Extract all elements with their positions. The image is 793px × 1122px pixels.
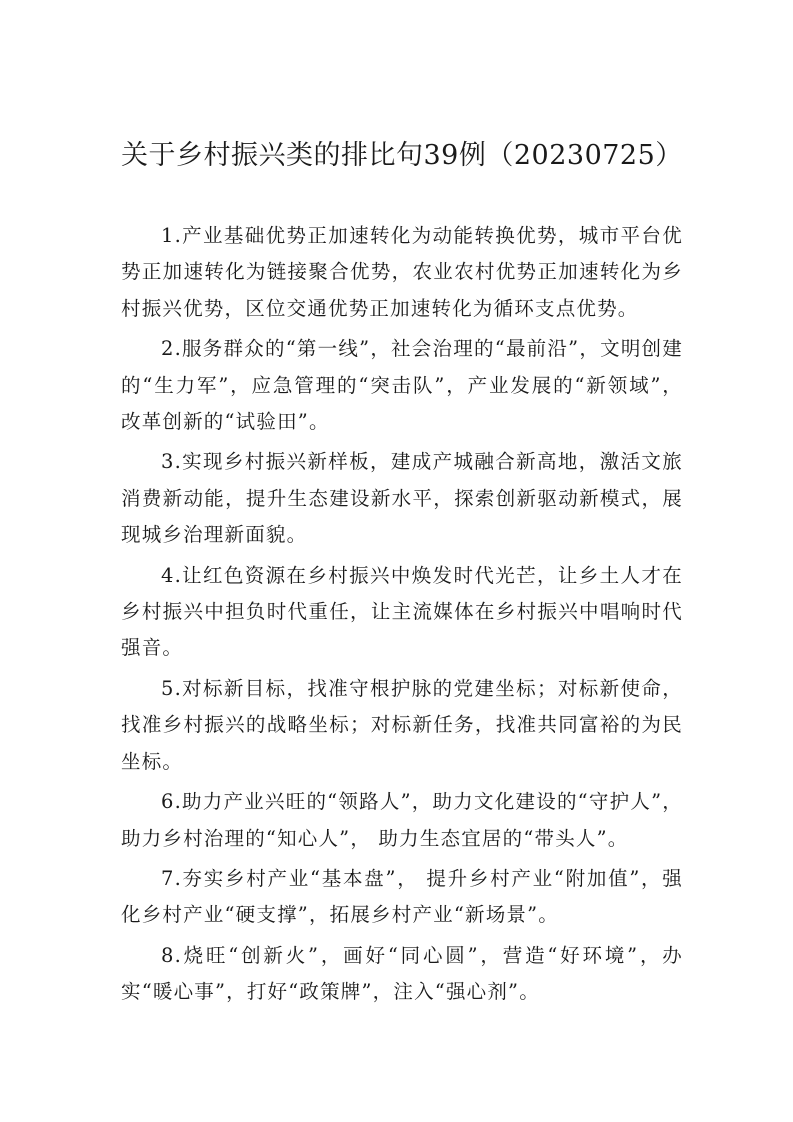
paragraph-2: 2.服务群众的“第一线”，社会治理的“最前沿”，文明创建的“生力军”，应急管理的“突击队”，产业发展的“新领域”，改革创新的“试验田”。 (121, 337, 683, 434)
document-body (121, 218, 683, 1015)
paragraph-8: 8.烧旺“创新火”，画好“同心圆”，营造“好环境”，办实“暖心事”，打好“政策牌”，注入“强心剂”。 (121, 943, 683, 1004)
paragraph-1: 1.产业基础优势正加速转化为动能转换优势，城市平台优势正加速转化为链接聚合优势，农业农村优势正加速转化为乡村振兴优势，区位交通优势正加速转化为循环支点优势。 (121, 224, 683, 320)
paragraph-4: 4.让红色资源在乡村振兴中焕发时代光芒，让乡土人才在乡村振兴中担负时代重任，让主流媒体在乡村振兴中唱响时代强音。 (121, 563, 683, 660)
document-title: 关于乡村振兴类的排比句39例（20230725） (121, 140, 683, 171)
paragraph-5: 5.对标新目标，找准守根护脉的党建坐标；对标新使命，找准乡村振兴的战略坐标；对标新任务，找准共同富裕的为民坐标。 (121, 676, 683, 773)
paragraph-3: 3.实现乡村振兴新样板，建成产城融合新高地，激活文旅消费新动能，提升生态建设新水平，探索创新驱动新模式，展现城乡治理新面貌。 (121, 450, 683, 547)
paragraph-7: 7.夯实乡村产业“基本盘”， 提升乡村产业“附加值”，强化乡村产业“硬支撑”，拓展乡村产业“新场景”。 (121, 866, 683, 927)
paragraph-6: 6.助力产业兴旺的“领路人”，助力文化建设的“守护人”，助力乡村治理的“知心人”， 助力生态宜居的“带头人”。 (121, 790, 683, 850)
